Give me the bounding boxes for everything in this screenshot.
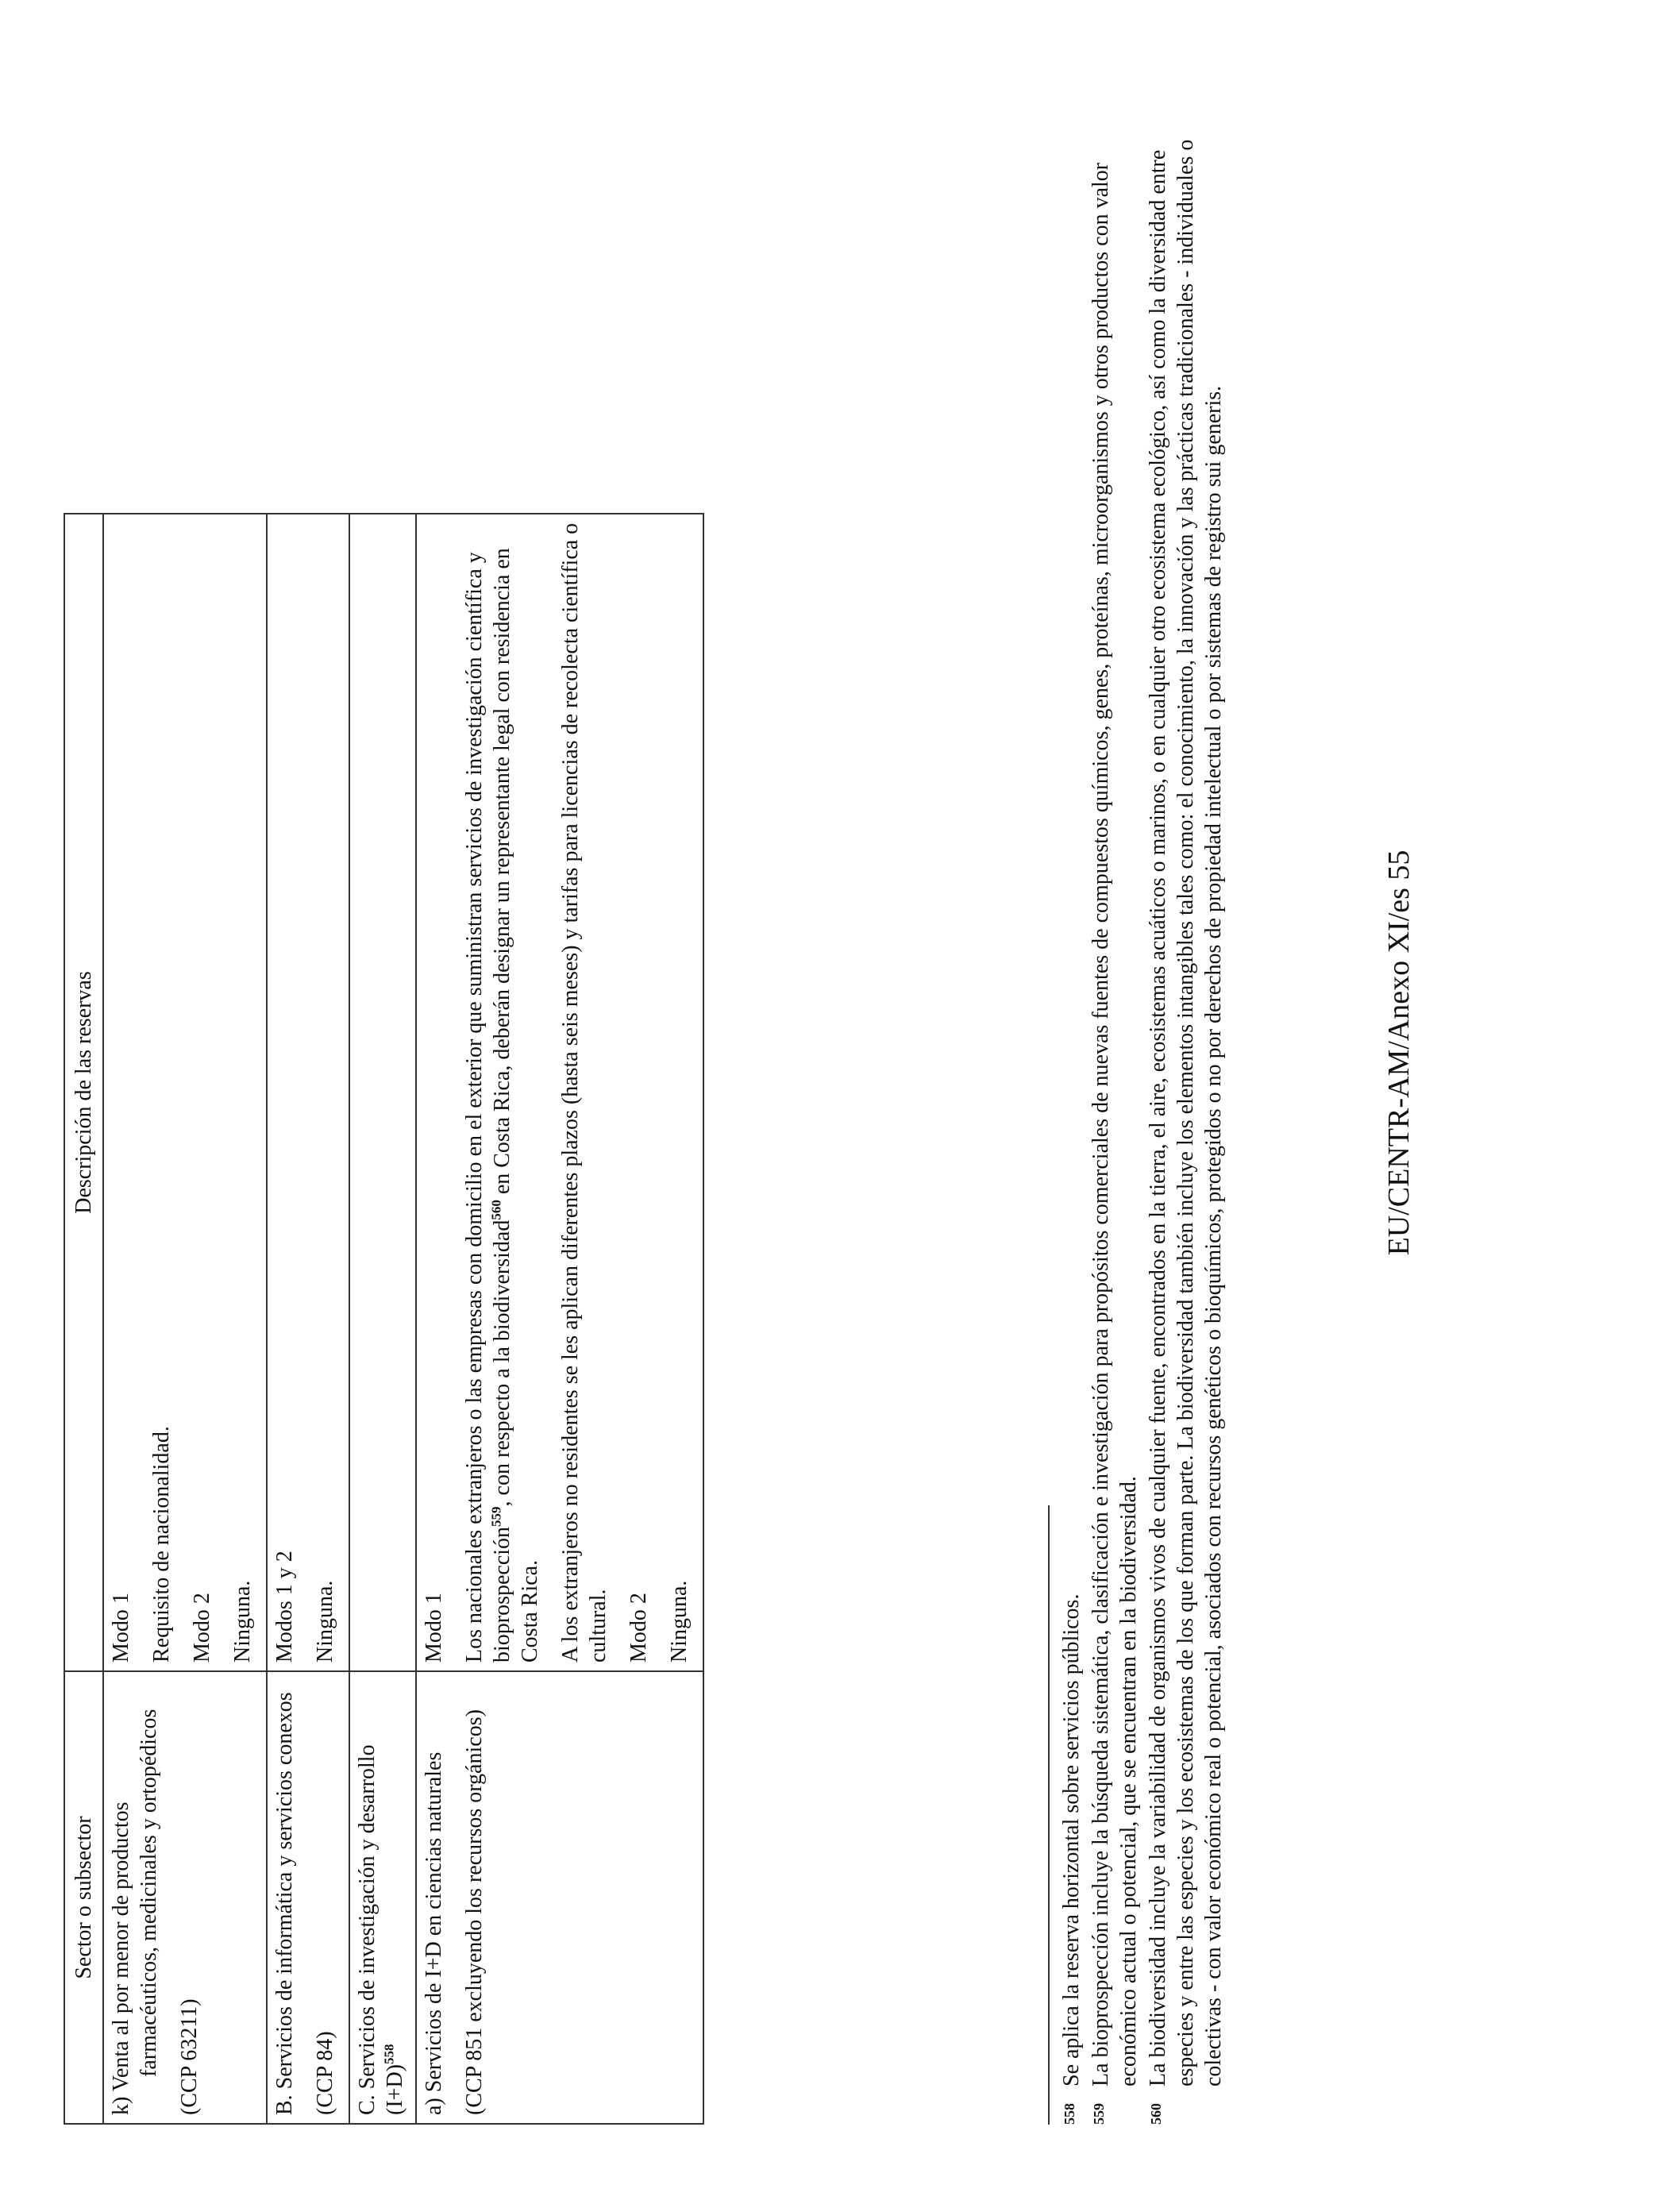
footnote-text: La biodiversidad incluye la variabilidad de organismos vivos de cualquier fuente, encontrados en la tierra, el aire, ecosistemas acuáticos o marinos, o en cualquier otro ecosistema ecológico, así como la diversidad entre especies y entre las especies y los ecosistemas de los que forman parte. La biodiversidad también incluye los elementos intangibles tales como: el conocimiento, la innovación y las prácticas tradicionales - individuales o colectivas - con valor económico real o potencial, asociados con recursos genéticos o bioquímicos, protegidos o no por derechos de propiedad intelectual o por sistemas de registro sui generis. <box>1146 139 1226 2086</box>
sector-name: k) Venta al por menor de productos <box>109 1801 133 2115</box>
sector-cell <box>103 1671 267 2124</box>
sector-cell <box>267 1671 349 2124</box>
reservation-text-part: , con respecto a la biodiversidad <box>490 1220 514 1507</box>
mode-label: Modo 2 <box>190 1593 214 1663</box>
table-row <box>416 514 703 2124</box>
footnote-ref: 559 <box>488 1506 504 1527</box>
description-cell <box>349 514 416 1671</box>
footnote-number: 558 <box>1062 2103 1077 2125</box>
reservation-text: Requisito de nacionalidad. <box>149 1426 174 1663</box>
sector-cell <box>349 1671 416 2124</box>
table-row <box>349 514 416 2124</box>
sector-name: B. Servicios de informática y servicios conexos <box>272 1692 297 2115</box>
footnotes <box>1058 92 1229 2125</box>
footnote-ref: 558 <box>381 2044 397 2065</box>
ccp-code: (CCP 84) <box>313 2031 337 2115</box>
footnote-number: 559 <box>1091 2103 1107 2125</box>
sector-name: C. Servicios de investigación y desarrollo (I+D) <box>355 1744 407 2115</box>
column-header-sector: Sector o subsector <box>64 1671 103 2124</box>
description-cell <box>267 514 349 1671</box>
ccp-code: (CCP 851 excluyendo los recursos orgánicos) <box>462 1709 487 2115</box>
footnote-text: La bioprospección incluye la búsqueda sistemática, clasificación e investigación para propósitos comerciales de nuevas fuentes de compuestos químicos, genes, proteínas, microorganismos y otros productos con valor económico actual o potencial, que se encuentran en la biodiversidad. <box>1089 162 1141 2086</box>
mode-label: Modo 1 <box>422 1593 446 1663</box>
footnote <box>1144 92 1227 2125</box>
sector-cell <box>416 1671 703 2124</box>
reservations-table <box>64 513 704 2125</box>
reservation-text-part: en Costa Rica, deberán designar un representante legal con residencia en Costa Rica. <box>490 548 542 1663</box>
footnote <box>1087 92 1142 2125</box>
sector-name-continued: farmacéuticos, medicinales y ortopédicos <box>137 1709 161 2077</box>
footnote <box>1058 92 1085 2125</box>
footnote-number: 560 <box>1148 2103 1164 2125</box>
description-cell <box>103 514 267 1671</box>
page-footer: EU/CENTR-AM/Anexo XI/es 55 <box>1382 850 1416 1256</box>
description-cell <box>416 514 703 1671</box>
mode-label: Modo 1 <box>109 1593 133 1663</box>
reservation-text-part: Los nacionales extranjeros o las empresas con domicilio en el exterior que suministran servicios de investigación científica y bioprospección <box>462 552 514 1663</box>
column-header-description: Descripción de las reservas <box>64 514 103 1671</box>
reservation-text: Ninguna. <box>230 1580 255 1663</box>
sector-name: a) Servicios de I+D en ciencias naturales <box>422 1751 446 2115</box>
reservation-text: Ninguna. <box>313 1580 337 1663</box>
reservation-text <box>460 522 544 1663</box>
reservation-text: A los extranjeros no residentes se les aplican diferentes plazos (hasta seis meses) y tarifas para licencias de recolecta científica o cultural. <box>558 522 611 1663</box>
table-row <box>267 514 349 2124</box>
mode-label: Modos 1 y 2 <box>272 1551 297 1663</box>
footnote-text: Se aplica la reserva horizontal sobre servicios públicos. <box>1059 1593 1084 2086</box>
table-row <box>103 514 267 2124</box>
ccp-code: (CCP 63211) <box>177 1998 202 2115</box>
table-header-row <box>64 514 103 2124</box>
mode-label: Modo 2 <box>626 1593 651 1663</box>
reservation-text: Ninguna. <box>667 1580 692 1663</box>
footnote-ref: 560 <box>488 1200 504 1220</box>
footnote-separator <box>1048 1505 1050 2125</box>
